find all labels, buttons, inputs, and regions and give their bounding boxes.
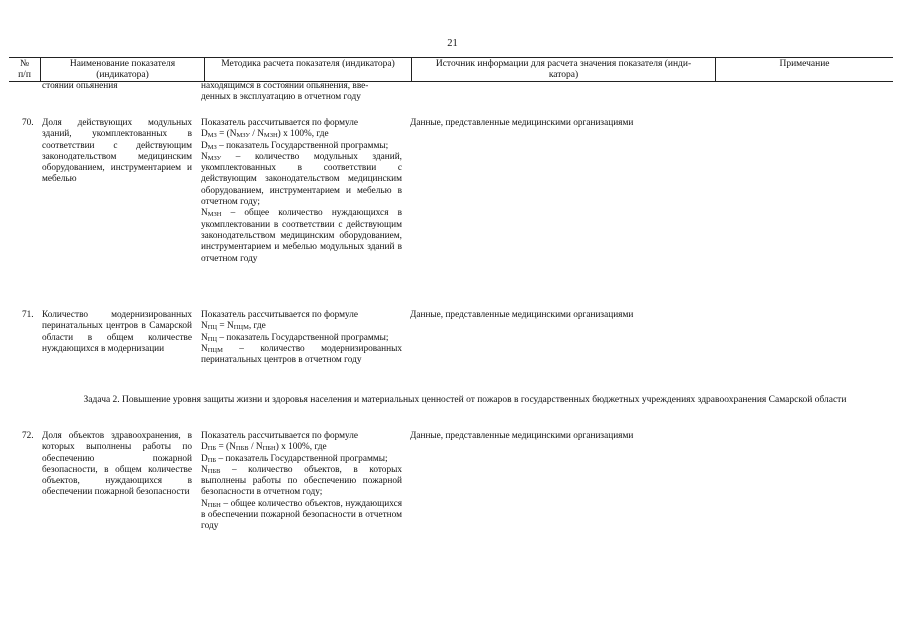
row-number: 70.: [22, 118, 34, 128]
indicator-name: Доля действующих модульных зданий, укомплектованных в соответствии с действующим законодательством медицинским оборудованием, инструментарием и мебелью: [42, 118, 192, 185]
definition: $D_{МЗ}$ – показатель Государственной программы;: [201, 140, 389, 151]
indicator-name: Доля объектов здравоохранения, в которых выполнены работы по обеспечению пожарной безопасности, в общем количестве объектов, нуждающихся в обеспечении пожарной безопасности: [42, 431, 192, 498]
method-text: [201, 310, 402, 366]
definition: $N_{ПБВ}$ – количество объектов, в которых выполнены работы по обеспечению пожарной безопасности в отчетном году;: [201, 464, 402, 498]
definition: $N_{ПЦ}$ – показатель Государственной программы;: [201, 332, 389, 343]
header-name: Наименование показателя (индикатора): [69, 59, 176, 80]
header-note: Примечание: [779, 59, 830, 69]
row-number: 71.: [22, 310, 34, 320]
carryover-method: находящимся в состоянии опьянения, вве- денных в эксплуатацию в отчетном году: [201, 81, 369, 103]
method-text: [201, 431, 402, 533]
page-number: 21: [447, 38, 458, 49]
header-method: Методика расчета показателя (индикатора): [221, 59, 395, 69]
definition: $N_{ПБН}$ – общее количество объектов, нуждающихся в обеспечении пожарной безопасности в отчетном году: [201, 498, 402, 532]
formula-intro: Показатель рассчитывается по формуле: [201, 431, 359, 441]
definition: $D_{ПБ}$ – показатель Государственной программы;: [201, 453, 388, 464]
formula: $N_{ПЦ} = N_{ПЦМ}$, где: [201, 321, 266, 332]
formula: $D_{ПБ} = (N_{ПБВ} / N_{ПБН})$ x 100%, где: [201, 442, 327, 453]
table-header: [9, 57, 893, 82]
formula-intro: Показатель рассчитывается по формуле: [201, 118, 359, 128]
data-source: Данные, представленные медицинскими организациями: [410, 118, 634, 128]
formula: $D_{МЗ} = (N_{МЗУ} / N_{МЗН})$ x 100%, где: [201, 129, 329, 140]
carryover-name: стоянии опьянения: [42, 81, 118, 91]
header-source: Источник информации для расчета значения показателя (инди- катора): [435, 59, 692, 80]
definition: $N_{МЗН}$ – общее количество нуждающихся в укомплектовании в соответствии с действующим законодательством медицинским оборудованием, инструментарием и мебелью модульных зданий в отчетном году: [201, 208, 402, 264]
header-num: № п/п: [18, 59, 31, 80]
definition: $N_{ПЦМ}$ – количество модернизированных перинатальных центров в отчетном году: [201, 343, 402, 366]
definition: $N_{МЗУ}$ – количество модульных зданий, укомплектованных в соответствии с действующим законодательством медицинским оборудованием, инструментарием и мебелью в отчетном году;: [201, 151, 402, 208]
method-text: [201, 118, 402, 265]
data-source: Данные, представленные медицинскими организациями: [410, 431, 634, 441]
task-heading: Задача 2. Повышение уровня защиты жизни и здоровья населения и материальных ценностей от пожаров в государственных бюджетных учреждениях здравоохранения Самарской области: [83, 395, 847, 405]
data-source: Данные, представленные медицинскими организациями: [410, 310, 634, 320]
row-number: 72.: [22, 431, 34, 441]
formula-intro: Показатель рассчитывается по формуле: [201, 310, 359, 320]
indicator-name: Количество модернизированных перинатальных центров в Самарской области в общем количестве нуждающихся в модернизации: [42, 310, 192, 354]
